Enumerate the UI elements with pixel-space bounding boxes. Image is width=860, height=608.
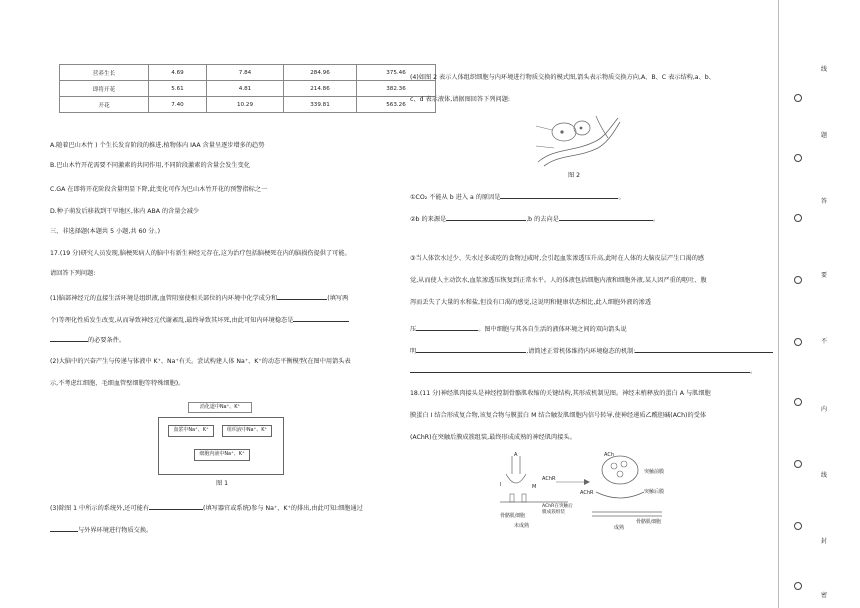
q18-line3: (AChR)在突触后膜成簇组装,最终形成成熟的神经肌肉接头。 [410,434,576,441]
answer-blank[interactable] [277,292,327,300]
q17-sub3-line4: 压 。图中细胞与其各自生活的液体环境之间的双向箭头说 [410,323,627,334]
binding-circle [792,94,804,104]
binding-circle [792,276,804,286]
fig3-label-postsynaptic: 突触后膜 [644,489,665,495]
q17-part1-line3: 的必要条件。 [50,334,125,345]
option-a: A.随着巴山木竹 ) 个生长发育阶段的推进,植物体内 IAA 含量呈逐步增多的趋势 [50,142,265,149]
fig3-label-mature: 成熟 [614,525,625,531]
q17-part2-line1: (2)大脑中的兴奋产生与传递与体液中 K⁺、Na⁺有关。尝试构建人体 Na⁺、K⁺的动态平衡模型(在图中用箭头表 [50,358,351,365]
fig1-plasma-box: 血浆中Na⁺、K⁺ [168,425,214,437]
answer-blank[interactable] [50,334,88,342]
table-row: 即将开花 5.61 4.81 214.86 382.36 [60,81,436,97]
answer-blank[interactable] [50,524,78,532]
binding-char: 线 [820,472,827,479]
figure-2 [534,108,622,170]
hormone-table [59,64,436,113]
binding-char: 线 [820,66,827,73]
binding-char: 题 [820,132,827,139]
option-b: B.巴山木竹开花需要不同激素的共同作用,不同阶段激素的含量会发生变化 [50,162,250,169]
q17-sub3-line6: 。 [410,365,756,376]
figure-2-caption: 图 2 [568,172,581,179]
q18-line1: 18.(11 分)神经肌肉接头是神经控制骨骼肌收缩的关键结构,其形成机制见图。神经末梢释放的蛋白 A 与肌细胞 [410,390,711,397]
fig3-label-immature: 未成熟 [514,523,530,529]
binding-circle [792,582,804,592]
answer-blank[interactable] [500,191,618,199]
q17-sub1: ①CO₂ 不能从 b 进入 a 的原因是 。 [410,191,625,202]
fig3-label-i: I [500,482,502,488]
q17-part4-line1: (4)如图 2 表示人体组织细胞与内环境进行物质交换的模式图,箭头表示物质交换方向,A、B、C 表示结构,a、b、 [410,74,715,81]
fig1-tissue-fluid-box: 组织液中Na⁺、K⁺ [222,425,272,437]
q17-sub3-line1: ③当人体饮水过少、失水过多或吃的食物过咸时,会引起血浆渗透压升高,此时在人体的大脑皮层产生口渴的感 [410,255,705,262]
option-d: D.种子萌发后移栽到干旱地区,体内 ABA 的含量会减少 [50,208,200,215]
binding-circle [792,522,804,532]
fig3-label-clustering: AChR在突触后膜成簇组装 [542,504,573,515]
q17-instruction: 请回答下列问题: [50,270,96,277]
q18-line2: 膜蛋白 I 结合形成复合物,该复合物与膜蛋白 M 结合触发肌细胞内信号转导,使神经递质乙酰胆碱(ACh)的受体 [410,412,707,419]
fig3-label-achr: AChR [542,476,556,482]
figure-1 [150,397,282,475]
binding-circle [792,338,804,348]
q17-part1-line1: (1)脑部神经元的直接生活环境是组织液,血管阻塞使相关部位的内环境中化学成分和 (填写两 [50,292,348,303]
q17-sub3-line3: 泻而丢失了大量的水和盐,但没有口渴的感觉,这说明和健康状态相比,此人细胞外液的渗透 [410,299,652,306]
fig3-label-presynaptic: 突触前膜 [644,469,665,475]
binding-char: 要 [820,272,827,279]
binding-circle [792,398,804,408]
answer-blank[interactable] [559,213,653,221]
fig3-label-a: A [514,452,518,458]
q17-part3-line1: (3)除图 1 中所示的系统外,还可能有 (填写器官或系统)参与 Na⁺、K⁺的排出,由此可知:细胞通过 [50,502,363,513]
fig3-label-ach: ACh [604,452,614,458]
answer-blank[interactable] [149,502,203,510]
figure-3 [496,452,672,536]
binding-char: 内 [820,406,827,413]
answer-blank[interactable] [410,365,750,373]
table-row: 开花 7.40 10.29 339.81 563.26 [60,97,436,113]
q17-part4-line2: c、d 表示液体,请据图回答下列问题: [410,96,510,103]
table-row: 营养生长 4.69 7.84 284.96 375.46 [60,65,436,81]
q17-part2-line2: 示,不考虑红细胞、毛细血管壁细胞等特殊细胞)。 [50,380,185,387]
q17-sub3-line2: 觉,从而使人主动饮水,血浆渗透压恢复到正常水平。人的体液包括细胞内液和细胞外液,某人因严重的呕吐、腹 [410,277,707,284]
binding-circle [792,460,804,470]
fig1-digestive-box: 消化道中Na⁺、K⁺ [188,402,252,413]
binding-circle [792,154,804,164]
option-c: C.GA 在即将开花阶段含量明显下降,此变化可作为巴山木竹开花的预警指标之一 [50,186,268,193]
q17-intro: 17.(19 分)研究人员发现,脑梗死病人的脑中有新生神经元存在,这为治疗包括脑梗死在内的脑损伤提供了可能。 [50,250,351,257]
q17-part1-line2: 个)等理化性质发生改变,从而导致神经元代谢紊乱,最终导致其坏死,由此可知内环境稳态是 [50,314,349,325]
binding-char: 密 [820,592,827,599]
binding-line [778,0,779,608]
answer-blank[interactable] [416,323,478,331]
answer-blank[interactable] [635,345,773,353]
fig3-label-muscle-2: 骨骼肌细胞 [636,519,662,525]
fig3-label-muscle-1: 骨骼肌细胞 [500,513,526,519]
answer-blank[interactable] [446,213,526,221]
figure-1-caption: 图 1 [216,480,229,487]
fig3-label-m: M [532,484,537,490]
binding-circle [792,214,804,224]
answer-blank[interactable] [293,314,349,322]
binding-char: 不 [820,338,827,345]
binding-char: 封 [820,538,827,545]
q17-part3-line2: 与外界环境进行物质交换。 [50,524,152,535]
binding-char: 答 [820,198,827,205]
fig1-intracellular-box: 细胞内液中Na⁺、K⁺ [194,449,250,461]
section-heading: 三、非选择题(本题共 5 小题,共 60 分。) [50,228,160,235]
q17-sub2: ②b 的来源是 ,b 的去向是 。 [410,213,659,224]
q17-sub3-line5: 明 ,请简述正常机体维持内环境稳态的机制: [410,345,773,356]
fig3-label-achr-2: AChR [580,490,594,496]
answer-blank[interactable] [416,345,526,353]
